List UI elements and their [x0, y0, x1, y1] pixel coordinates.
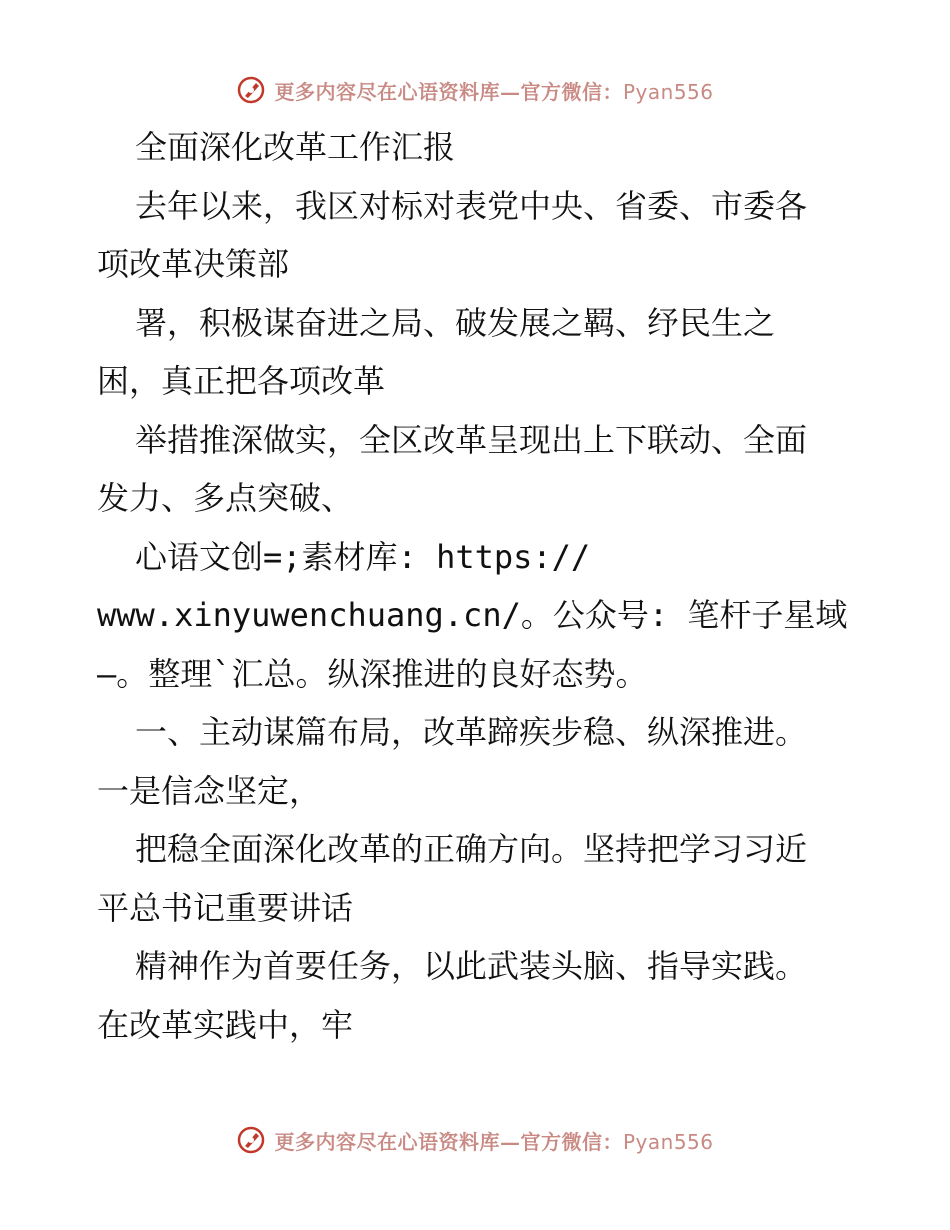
banner-wechat-id: Pyan556: [622, 79, 714, 104]
paragraph-line: 去年以来，我区对标对表党中央、省委、市委各: [135, 186, 808, 225]
banner-main-text: 更多内容尽在心语资料库: [274, 1129, 500, 1154]
banner-dash: —: [499, 1129, 521, 1154]
paragraph-line: 举措推深做实，全区改革呈现出上下联动、全面: [135, 420, 808, 459]
banner-dash: —: [499, 79, 521, 104]
paragraph-line: 心语文创=;素材库: https://: [135, 537, 591, 576]
section-heading-line: 一、主动谋篇布局，改革蹄疾步稳、纵深推进。: [135, 713, 808, 751]
banner-main-text: 更多内容尽在心语资料库: [274, 79, 500, 104]
paragraph-line: 困，真正把各项改革: [97, 362, 386, 400]
paragraph-line: 发力、多点突破、: [97, 479, 354, 517]
banner-wechat-id: Pyan556: [622, 1129, 714, 1154]
paragraph-line: www.xinyuwenchuang.cn/。公众号: 笔杆子星域: [97, 596, 848, 634]
pen-circle-icon: [236, 1125, 266, 1155]
paragraph-line: 一是信念坚定，: [97, 771, 322, 810]
banner-official-label: 官方微信：: [520, 1129, 623, 1154]
banner-text: [274, 76, 713, 105]
paragraph-line: 把稳全面深化改革的正确方向。坚持把学习习近: [135, 830, 808, 868]
banner-text: [274, 1126, 713, 1155]
paragraph-line: 在改革实践中，牢: [97, 1005, 354, 1044]
pen-circle-icon: [236, 75, 266, 105]
paragraph-line: 项改革决策部: [97, 245, 290, 283]
paragraph-line: 精神作为首要任务，以此武装头脑、指导实践。: [135, 947, 808, 985]
paragraph-line: 平总书记重要讲话: [97, 888, 354, 927]
paragraph-line: 署，积极谋奋进之局、破发展之羁、纾民生之: [135, 303, 776, 342]
paragraph-line: —。整理`汇总。纵深推进的良好态势。: [97, 654, 648, 693]
document-title: 全面深化改革工作汇报: [135, 128, 456, 166]
header-banner: [0, 70, 950, 110]
footer-banner: [0, 1120, 950, 1160]
document-body: [97, 118, 857, 1054]
banner-official-label: 官方微信：: [520, 79, 623, 104]
